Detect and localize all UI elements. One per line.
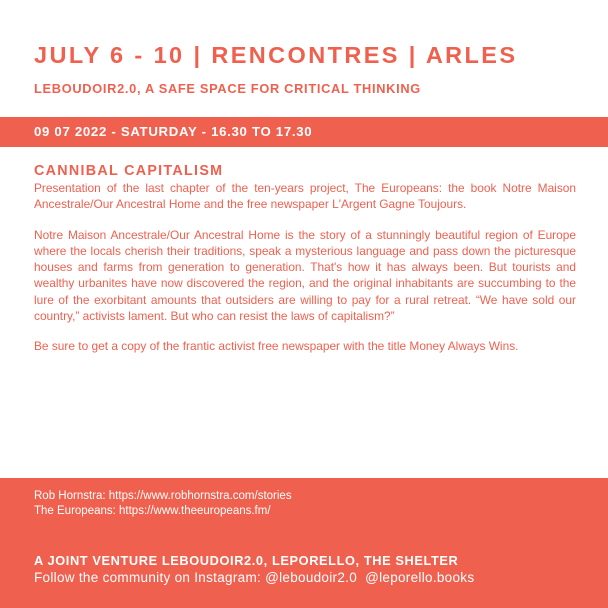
header xyxy=(34,42,588,96)
link-rob-hornstra[interactable]: Rob Hornstra: https://www.robhornstra.com/stories xyxy=(34,490,292,502)
page-subtitle: LEBOUDOIR2.0, A SAFE SPACE FOR CRITICAL THINKING xyxy=(34,81,421,96)
section-title: CANNIBAL CAPITALISM xyxy=(34,163,224,179)
footer-links xyxy=(34,489,292,519)
instagram-leboudoir-handle[interactable]: Follow the community on Instagram: @leboudoir2.0 xyxy=(34,570,358,585)
page-title: JULY 6 - 10 | RENCONTRES | ARLES xyxy=(34,42,518,68)
link-the-europeans[interactable]: The Europeans: https://www.theeuropeans.fm/ xyxy=(34,505,271,517)
newspaper-paragraph: Be sure to get a copy of the frantic activist free newspaper with the title Money Always Wins. xyxy=(34,339,519,354)
joint-venture-text: A JOINT VENTURE LEBOUDOIR2.0, LEPORELLO, THE SHELTER xyxy=(34,553,459,568)
footer xyxy=(0,478,608,608)
event-date-time: 09 07 2022 - SATURDAY - 16.30 TO 17.30 xyxy=(34,124,313,139)
story-paragraph: Notre Maison Ancestrale/Our Ancestral Home is the story of a stunningly beautiful region of Europe where the locals cherish their traditions, speak a mysterious language and pass down the picturesque houses and farms from generation to generation. That's how it has always been. But tourists and wealthy urbanites have now discovered the region, and the original inhabitants are succumbing to the lure of the exorbitant amounts that outsiders are willing to pay for a rural retreat. “We have sold our country,” activists lament. But who can resist the laws of capitalism?” xyxy=(34,227,576,324)
instagram-leporello-handle[interactable]: @leporello.books xyxy=(365,570,475,585)
date-banner xyxy=(0,117,608,147)
intro-paragraph: Presentation of the last chapter of the ten-years project, The Europeans: the book Notre Maison Ancestrale/Our Ancestral Home and the free newspaper L'Argent Gagne Toujours. xyxy=(34,181,576,212)
instagram-follow xyxy=(34,570,478,585)
event-description xyxy=(34,163,576,369)
